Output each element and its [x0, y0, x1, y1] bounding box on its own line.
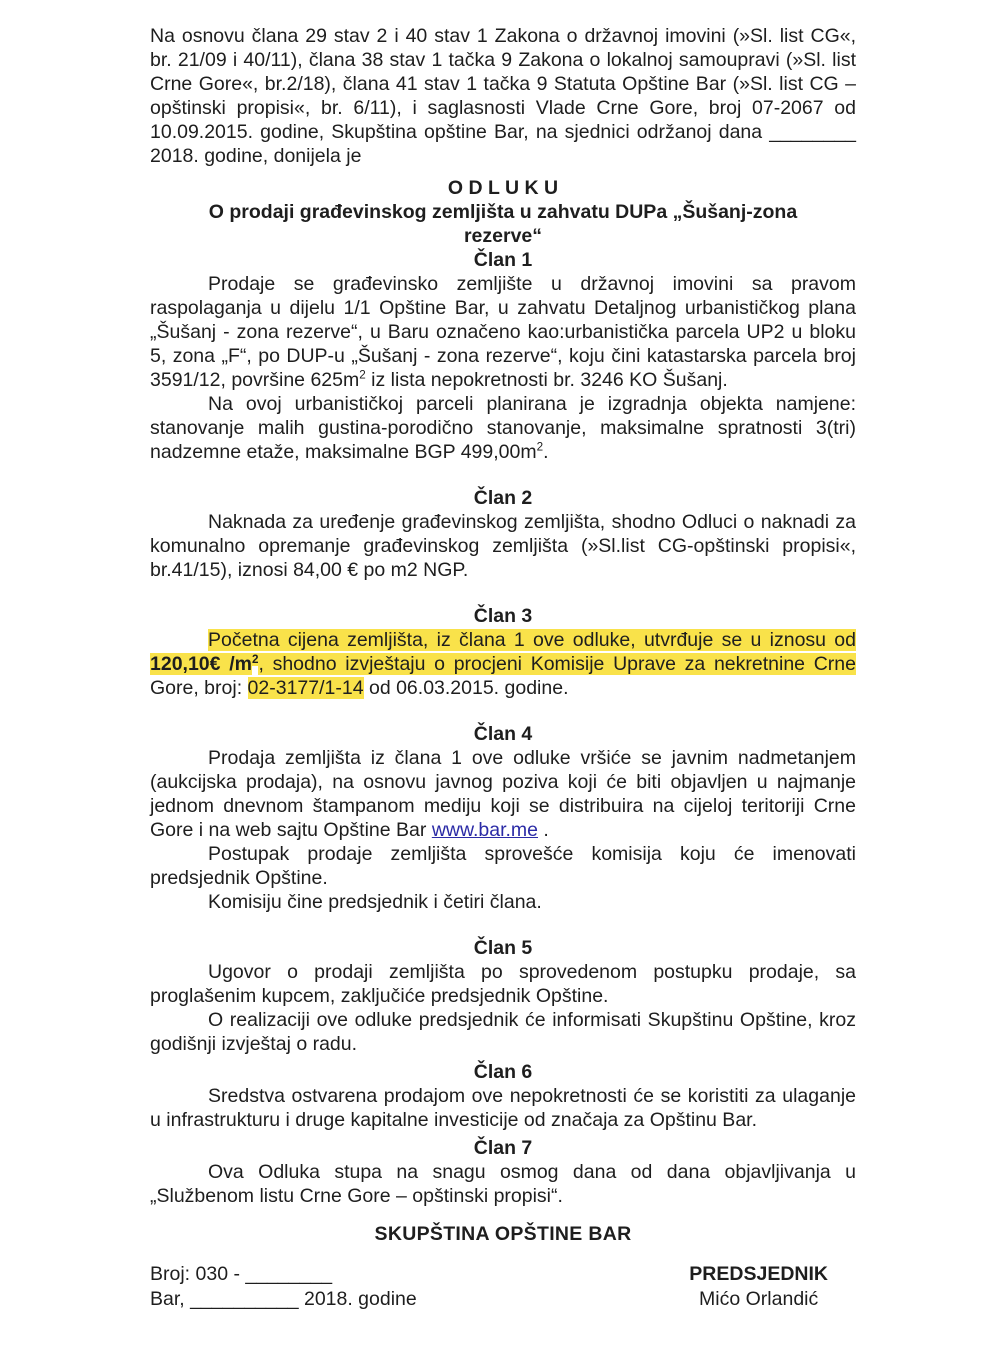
article-3-price-superscript: 2 — [251, 652, 259, 666]
article-4-paragraph-2: Postupak prodaje zemljišta sprovešće komisija koju će imenovati predsjednik Opštine. — [150, 843, 856, 889]
place-date-line: Bar, __________ 2018. godine — [150, 1288, 417, 1310]
article-5-heading: Član 5 — [473, 937, 533, 959]
article-1-p2-text-after: . — [543, 441, 549, 463]
article-3-highlight-mid: , shodno izvještaju o procjeni Komisije Uprave za nekretnine Crne — [258, 653, 856, 675]
preamble-paragraph: Na osnovu člana 29 stav 2 i 40 stav 1 Zakona o državnoj imovini (»Sl. list CG«, br. 21/09 i 40/11), člana 38 stav 1 tačka 9 Zakona o lokalnoj samoupravi (»Sl. list Crne Gore«, br.2/18), člana 41 stav 1 tačka 9 Statuta Opštine Bar (»Sl. list CG – opštinski propisi«, br. 6/11), i saglasnosti Vlade Crne Gore, broj 07-2067 od 10.09.2015. godine, Skupština opštine Bar, na sjednici održanoj dana ________ 2018. godine, donijela je — [150, 25, 856, 167]
article-3-highlight-lead: Početna cijena zemljišta, iz člana 1 ove odluke, utvrđuje se u iznosu od — [208, 629, 856, 651]
article-1-p2-superscript: 2 — [536, 440, 544, 454]
president-name: Mićo Orlandić — [699, 1288, 819, 1310]
article-6-heading: Član 6 — [473, 1061, 533, 1083]
article-3-price-value: 120,10€ /m — [150, 653, 252, 675]
article-7-heading: Član 7 — [473, 1137, 533, 1159]
article-7-paragraph-1: Ova Odluka stupa na snagu osmog dana od dana objavljivanja u „Službenom listu Crne Gore – opštinski propisi“. — [150, 1161, 856, 1207]
article-3-plain-text: Gore, broj: — [150, 677, 248, 699]
article-1-p1-text-after: iz lista nepokretnosti br. 3246 KO Šušanj. — [365, 369, 728, 391]
president-title: PREDSJEDNIK — [689, 1263, 828, 1285]
document-number-block — [150, 1262, 417, 1312]
article-3-date-text: od 06.03.2015. godine. — [363, 677, 569, 699]
article-1-heading: Član 1 — [473, 249, 533, 271]
article-5-paragraph-1: Ugovor o prodaji zemljišta po sprovedenom postupku prodaje, sa proglašenim kupcem, zaključiće predsjednik Opštine. — [150, 961, 856, 1007]
article-2-paragraph-1: Naknada za uređenje građevinskog zemljišta, shodno Odluci o naknadi za komunalno opremanje građevinskog zemljišta (»Sl.list CG-opštinski propisi«, br.41/15), iznosi 84,00 € po m2 NGP. — [150, 511, 856, 581]
article-3-heading: Član 3 — [473, 605, 533, 627]
article-4-paragraph-1 — [150, 746, 856, 842]
article-2-heading: Član 2 — [473, 487, 533, 509]
document-number-line: Broj: 030 - ________ — [150, 1263, 333, 1285]
article-4-heading: Član 4 — [473, 723, 533, 745]
article-1-paragraph-2 — [150, 392, 856, 464]
article-4-p1-text: Prodaja zemljišta iz člana 1 ove odluke vršiće se javnim nadmetanjem (aukcijska prodaja), na osnovu javnog poziva koji će biti objavljen u najmanje jednom dnevnom štampanom mediju koji se distribuira na cijeloj teritoriji Crne Gore i na web sajtu Opštine Bar — [150, 747, 856, 841]
article-1-p1-text: Prodaje se građevinsko zemljište u državnoj imovini sa pravom raspolaganja u dijelu 1/1 Opštine Bar, u zahvatu Detaljnog urbanističkog plana „Šušanj - zona rezerve“, u Baru označeno kao:urbanistička parcela UP2 u bloku 5, zona „F“, po DUP-u „Šušanj - zona rezerve“, koju čini katastarska parcela broj 3591/12, površine 625m — [150, 273, 856, 391]
bar-website-link[interactable]: www.bar.me — [431, 819, 539, 841]
article-1-p2-text: Na ovoj urbanističkoj parceli planirana je izgradnja objekta namjene: stanovanje malih gustina-porodično stanovanje, maksimalne spratnosti 3(tri) nadzemne etaže, maksimalne BGP 499,00m — [150, 393, 856, 463]
article-1-paragraph-1 — [150, 272, 856, 392]
article-1-p1-superscript: 2 — [359, 368, 366, 382]
decision-subtitle: O prodaji građevinskog zemljišta u zahvatu DUPa „Šušanj-zona rezerve“ — [208, 201, 798, 247]
article-3-paragraph-1 — [150, 628, 856, 700]
article-4-p1-text-after: . — [538, 819, 549, 841]
article-4-paragraph-3: Komisiju čine predsjednik i četiri člana. — [208, 891, 542, 913]
president-signature-block — [689, 1262, 828, 1312]
article-3-case-number: 02-3177/1-14 — [247, 677, 364, 699]
signature-block — [150, 1262, 856, 1312]
decision-title: O D L U K U — [447, 177, 559, 199]
article-6-paragraph-1: Sredstva ostvarena prodajom ove nepokretnosti će se koristiti za ulaganje u infrastrukturu i druge kapitalne investicije od značaja za Opštinu Bar. — [150, 1085, 856, 1131]
assembly-name: SKUPŠTINA OPŠTINE BAR — [374, 1223, 632, 1245]
article-5-paragraph-2: O realizaciji ove odluke predsjednik će informisati Skupštinu Opštine, kroz godišnji izvještaj o radu. — [150, 1009, 856, 1055]
